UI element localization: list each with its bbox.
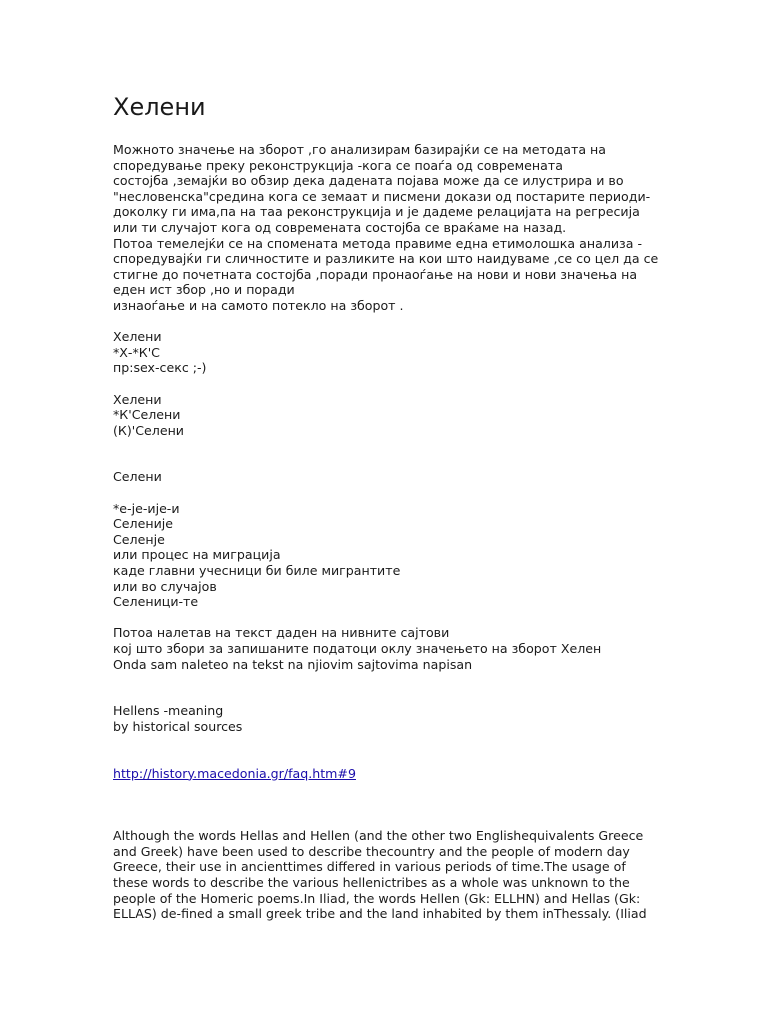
block-line: Hellens -meaning [113,703,224,719]
intro-line: "несловенска"средина кога се земаат и писмени докази од постарите периоди- [113,188,651,204]
block-line: Onda sam naleteo na tekst na njiovim sajtovima napisan [113,656,473,672]
intro-line: еден ист збор ,но и поради [113,282,295,298]
english-line: these words to describe the various hellenictribes as a whole was unknown to the [113,874,630,890]
block-line: *К'Селени [113,407,181,423]
english-paragraph [113,828,713,922]
english-line: ELLAS) de-fined a small greek tribe and the land inhabited by them inThessaly. (Iliad [113,906,647,922]
english-line: people of the Homeric poems.In Iliad, the words Hellen (Gk: ELLHN) and Hellas (Gk: [113,890,641,906]
block-line: Селенје [113,531,165,547]
spacer [113,438,713,469]
spacer [113,314,713,330]
spacer [113,672,713,703]
intro-line: Можното значење на зборот ,го анализирам базирајќи се на методата на [113,142,607,157]
block-2 [113,392,713,439]
block-line: Хелени [113,391,162,407]
intro-line: споредувајќи ги сличностите и разликите на кои што наидуваме ,се со цел да се [113,251,659,267]
intro-line: Потоа темелејќи се на спомената метода правиме една етимолошка анализа - [113,235,642,251]
block-line: пр:sex-секс ;-) [113,360,207,376]
block-line: или во случајов [113,578,217,594]
block-5 [113,625,713,672]
document-page [113,92,713,922]
block-line: Селеније [113,516,174,532]
block-line: Селеници-те [113,594,199,610]
block-3-heading: Селени [113,469,162,485]
block-line: или процес на миграција [113,547,281,563]
spacer [113,781,713,828]
spacer [113,610,713,626]
block-line: by historical sources [113,718,243,734]
intro-paragraph [113,142,713,314]
block-line: каде главни учесници би биле мигрантите [113,563,401,579]
intro-line: стигне до почетната состојба ,поради пронаоѓање на нови и нови значења на [113,266,638,282]
intro-line: состојба ,земајќи во обзир дека дадената појава може да се илустрира и во [113,173,624,189]
faq-link-line [113,766,713,782]
english-line: Greece, their use in ancienttimes differed in various periods of time.The usage of [113,859,626,875]
block-line: *е-је-ије-и [113,500,180,516]
intro-line: споредување преку реконструкција -кога се поаѓа од современата [113,157,563,173]
block-line: (К)'Селени [113,422,184,438]
block-line: кој што збори за запишаните податоци оклу значењето на зборот Хелен [113,641,602,656]
spacer [113,735,713,766]
faq-link[interactable]: http://history.macedonia.gr/faq.htm#9 [113,765,356,781]
intro-line: изнаоѓање и на самото потекло на зборот . [113,297,404,313]
english-line: and Greek) have been used to describe thecountry and the people of modern day [113,843,630,859]
block-line: *Х-*К'С [113,344,160,360]
document-title: Хелени [113,93,206,121]
intro-line: или ти случајот кога од современата состојба се враќаме на назад. [113,219,567,235]
block-4 [113,501,713,610]
english-line: Although the words Hellas and Hellen (and the other two Englishequivalents Greece [113,828,644,844]
block-6 [113,703,713,734]
spacer [113,376,713,392]
block-1 [113,329,713,376]
intro-line: доколку ги има,па на таа реконструкција и је дадеме релацијата на регресија [113,204,640,220]
block-line: Хелени [113,329,162,345]
block-line: Потоа налетав на текст даден на нивните сајтови [113,625,450,641]
spacer [113,485,713,501]
